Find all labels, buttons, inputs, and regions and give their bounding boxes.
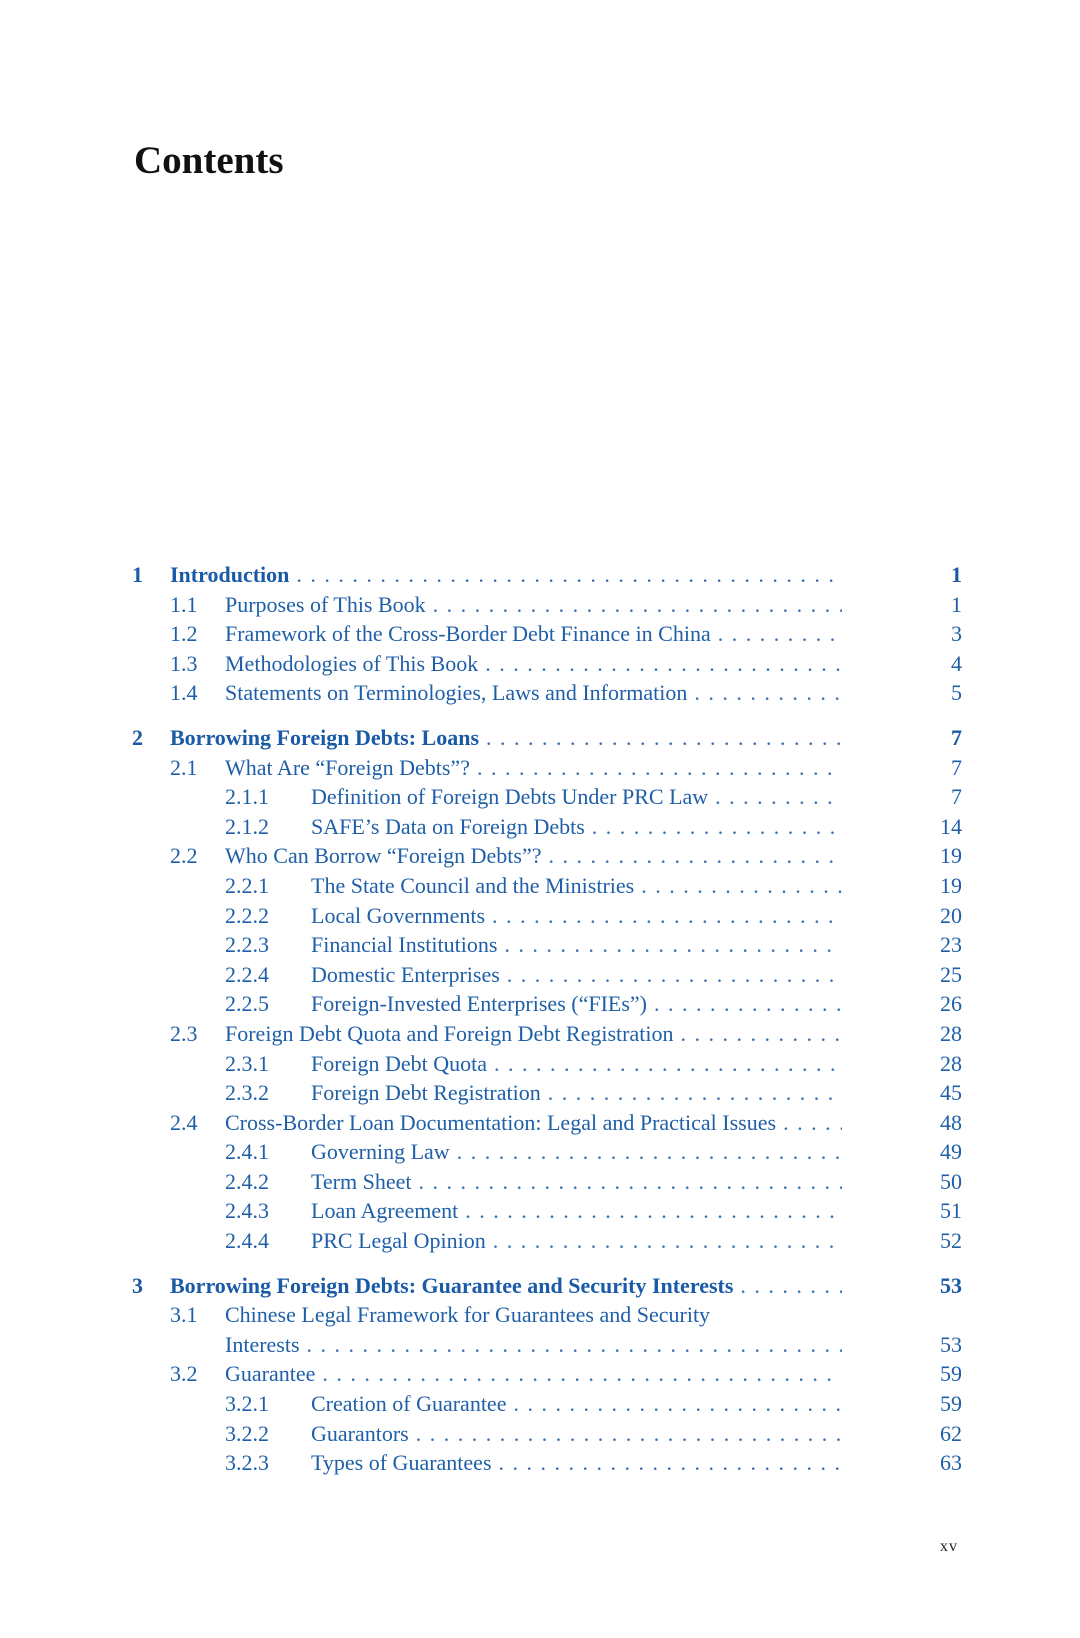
toc-entry-title-text: What Are “Foreign Debts”?	[225, 754, 470, 780]
toc-entry-title[interactable]	[311, 782, 842, 812]
toc-entry-title[interactable]	[225, 619, 842, 649]
table-of-contents	[132, 560, 962, 1478]
toc-entry-title[interactable]	[311, 960, 842, 990]
toc-subsection-entry[interactable]	[132, 1419, 962, 1449]
toc-entry-title[interactable]	[170, 1271, 842, 1301]
toc-entry-page[interactable]: 4	[951, 650, 962, 676]
toc-entry-title-text: Local Governments	[311, 902, 486, 928]
toc-entry-number: 2.2	[170, 843, 198, 869]
toc-entry-number: 1.1	[170, 591, 198, 617]
toc-entry-number: 2.2.2	[225, 902, 269, 928]
toc-entry-title-text: Statements on Terminologies, Laws and Information	[225, 680, 688, 706]
toc-section-entry[interactable]	[132, 1108, 962, 1138]
toc-subsection-entry[interactable]	[132, 1049, 962, 1079]
toc-subsection-entry[interactable]	[132, 930, 962, 960]
page-title: Contents	[134, 139, 284, 182]
toc-entry-number: 3.2	[170, 1361, 198, 1387]
toc-entry-page[interactable]: 48	[940, 1109, 962, 1135]
toc-entry-title-text: Who Can Borrow “Foreign Debts”?	[225, 843, 542, 869]
toc-entry-number: 2.3	[170, 1020, 198, 1046]
toc-entry-number: 2.3.1	[225, 1050, 269, 1076]
toc-entry-number: 2.2.3	[225, 932, 269, 958]
toc-entry-page[interactable]: 62	[940, 1420, 962, 1446]
toc-section-entry[interactable]	[132, 678, 962, 708]
toc-entry-number: 3.2.2	[225, 1420, 269, 1446]
toc-entry-number: 2.2.4	[225, 961, 269, 987]
toc-entry-page[interactable]: 7	[951, 724, 962, 750]
toc-subsection-entry[interactable]	[132, 1389, 962, 1419]
toc-subsection-entry[interactable]	[132, 812, 962, 842]
toc-section-entry[interactable]	[132, 841, 962, 871]
toc-entry-number: 2.4.1	[225, 1139, 269, 1165]
toc-entry-number: 3	[132, 1272, 143, 1298]
toc-entry-title-text: Foreign Debt Registration	[311, 1080, 541, 1106]
toc-section-entry[interactable]	[132, 753, 962, 783]
toc-entry-page[interactable]: 7	[951, 784, 962, 810]
toc-entry-title-text: Chinese Legal Framework for Guarantees and Security	[225, 1302, 711, 1328]
toc-entry-page[interactable]: 7	[951, 754, 962, 780]
toc-entry-title-text: Governing Law	[311, 1139, 450, 1165]
toc-entry-title[interactable]	[311, 871, 842, 901]
toc-entry-page[interactable]: 28	[940, 1020, 962, 1046]
toc-entry-title[interactable]	[225, 1108, 842, 1138]
toc-entry-number: 1.2	[170, 621, 198, 647]
toc-entry-page[interactable]: 49	[940, 1139, 962, 1165]
toc-entry-title-text: Loan Agreement	[311, 1198, 459, 1224]
toc-entry-page[interactable]: 19	[940, 843, 962, 869]
toc-chapter-entry[interactable]	[132, 560, 962, 590]
toc-entry-page[interactable]: 63	[940, 1450, 962, 1476]
toc-entry-number: 2.2.1	[225, 872, 269, 898]
toc-section-entry[interactable]	[132, 590, 962, 620]
toc-entry-title-text: SAFE’s Data on Foreign Debts	[311, 813, 585, 839]
toc-entry-page[interactable]: 5	[951, 680, 962, 706]
toc-entry-number: 1	[132, 562, 143, 587]
toc-entry-page[interactable]: 19	[940, 872, 962, 898]
toc-entry-title-text: Interests	[225, 1331, 300, 1357]
toc-entry-number: 2.4.2	[225, 1168, 269, 1194]
toc-entry-title[interactable]	[225, 841, 842, 871]
toc-section-entry[interactable]	[132, 649, 962, 679]
toc-entry-title-text: PRC Legal Opinion	[311, 1228, 486, 1254]
toc-entry-number: 2.4.4	[225, 1228, 269, 1254]
toc-entry-title[interactable]	[170, 560, 842, 590]
toc-entry-title-text: Guarantee	[225, 1361, 316, 1387]
toc-entry-page[interactable]: 1	[951, 562, 962, 587]
toc-entry-title-text: Term Sheet	[311, 1168, 412, 1194]
toc-entry-page[interactable]: 28	[940, 1050, 962, 1076]
toc-entry-page[interactable]: 59	[940, 1391, 962, 1417]
toc-entry-title[interactable]	[225, 1359, 842, 1389]
toc-section-entry[interactable]	[132, 1359, 962, 1389]
toc-section-entry[interactable]	[132, 1300, 962, 1330]
toc-entry-number: 2.2.5	[225, 991, 269, 1017]
toc-entry-number: 3.1	[170, 1302, 198, 1328]
toc-entry-page[interactable]: 3	[951, 621, 962, 647]
toc-entry-title[interactable]	[170, 723, 842, 753]
toc-entry-title-text: Creation of Guarantee	[311, 1391, 507, 1417]
toc-entry-title-text: Domestic Enterprises	[311, 961, 500, 987]
toc-entry-page[interactable]: 51	[940, 1198, 962, 1224]
toc-entry-title[interactable]	[225, 1300, 842, 1330]
toc-section-entry[interactable]	[132, 1019, 962, 1049]
toc-entry-title-text: Financial Institutions	[311, 932, 498, 958]
toc-entry-number: 1.4	[170, 680, 198, 706]
toc-entry-number: 3.2.1	[225, 1391, 269, 1417]
toc-subsection-entry[interactable]	[132, 1226, 962, 1256]
toc-entry-title[interactable]	[311, 1226, 842, 1256]
toc-entry-title[interactable]	[225, 1019, 842, 1049]
toc-entry-number: 2.4	[170, 1109, 198, 1135]
page-number-footer: xv	[940, 1538, 958, 1555]
toc-entry-title[interactable]	[311, 812, 842, 842]
toc-entry-page[interactable]: 59	[940, 1361, 962, 1387]
toc-entry-title[interactable]	[311, 930, 842, 960]
toc-section-entry[interactable]	[132, 619, 962, 649]
toc-entry-title-text: Introduction	[170, 562, 290, 587]
toc-entry-number: 2.1.1	[225, 784, 269, 810]
toc-entry-title-text: Foreign Debt Quota	[311, 1050, 487, 1076]
toc-entry-title[interactable]	[311, 1448, 842, 1478]
toc-entry-title-text: Framework of the Cross-Border Debt Finance in China	[225, 621, 711, 647]
toc-subsection-entry[interactable]	[132, 901, 962, 931]
toc-subsection-entry[interactable]	[132, 1137, 962, 1167]
toc-entry-title[interactable]	[311, 901, 842, 931]
toc-subsection-entry[interactable]	[132, 1448, 962, 1478]
toc-entry-title[interactable]	[311, 1389, 842, 1419]
toc-subsection-entry[interactable]	[132, 782, 962, 812]
toc-entry-page[interactable]: 14	[940, 813, 962, 839]
toc-subsection-entry[interactable]	[132, 960, 962, 990]
toc-entry-title[interactable]	[311, 1137, 842, 1167]
toc-entry-page[interactable]: 52	[940, 1228, 962, 1254]
toc-entry-number: 2.1.2	[225, 813, 269, 839]
toc-entry-number: 2.3.2	[225, 1080, 269, 1106]
toc-entry-number: 2	[132, 724, 143, 750]
toc-entry-page[interactable]: 23	[940, 932, 962, 958]
toc-entry-title-text: The State Council and the Ministries	[311, 872, 635, 898]
toc-entry-page[interactable]: 25	[940, 961, 962, 987]
toc-entry-page[interactable]: 20	[940, 902, 962, 928]
toc-entry-title-text: Cross-Border Loan Documentation: Legal and Practical Issues	[225, 1109, 777, 1135]
toc-entry-title-text: Foreign-Invested Enterprises (“FIEs”)	[311, 991, 648, 1017]
toc-entry-title-text: Definition of Foreign Debts Under PRC Law	[311, 784, 709, 810]
toc-entry-title-text: Methodologies of This Book	[225, 650, 479, 676]
toc-entry-page[interactable]: 45	[940, 1080, 962, 1106]
toc-entry-page[interactable]: 26	[940, 991, 962, 1017]
toc-subsection-entry[interactable]	[132, 1196, 962, 1226]
toc-entry-title[interactable]	[225, 590, 842, 620]
toc-entry-title-text: Borrowing Foreign Debts: Guarantee and Security Interests	[170, 1272, 734, 1298]
toc-section-entry[interactable]	[132, 1330, 962, 1360]
toc-entry-title[interactable]	[311, 989, 842, 1019]
toc-entry-title[interactable]	[225, 649, 842, 679]
toc-entry-title[interactable]	[225, 753, 842, 783]
toc-entry-number: 2.4.3	[225, 1198, 269, 1224]
toc-entry-page[interactable]: 53	[940, 1331, 962, 1357]
toc-chapter-entry[interactable]	[132, 1271, 962, 1301]
toc-entry-title-text: Guarantors	[311, 1420, 409, 1446]
toc-subsection-entry[interactable]	[132, 871, 962, 901]
toc-subsection-entry[interactable]	[132, 1078, 962, 1108]
toc-entry-title[interactable]	[311, 1419, 842, 1449]
toc-entry-title[interactable]	[311, 1078, 842, 1108]
toc-entry-title[interactable]	[225, 678, 842, 708]
toc-subsection-entry[interactable]	[132, 1167, 962, 1197]
toc-entry-number: 3.2.3	[225, 1450, 269, 1476]
toc-entry-page[interactable]: 53	[940, 1272, 962, 1298]
toc-entry-title-text: Foreign Debt Quota and Foreign Debt Registration	[225, 1020, 674, 1046]
toc-entry-number: 1.3	[170, 650, 198, 676]
toc-entry-title[interactable]	[311, 1196, 842, 1226]
toc-subsection-entry[interactable]	[132, 989, 962, 1019]
toc-chapter-entry[interactable]	[132, 723, 962, 753]
toc-entry-title-text: Types of Guarantees	[311, 1450, 492, 1476]
toc-entry-title-text: Borrowing Foreign Debts: Loans	[170, 724, 480, 750]
toc-entry-title[interactable]	[311, 1167, 842, 1197]
toc-entry-title-text: Purposes of This Book	[225, 591, 426, 617]
toc-entry-title[interactable]	[225, 1330, 842, 1360]
toc-entry-title[interactable]	[311, 1049, 842, 1079]
toc-entry-page[interactable]: 1	[951, 591, 962, 617]
toc-entry-number: 2.1	[170, 754, 198, 780]
toc-entry-page[interactable]: 50	[940, 1168, 962, 1194]
